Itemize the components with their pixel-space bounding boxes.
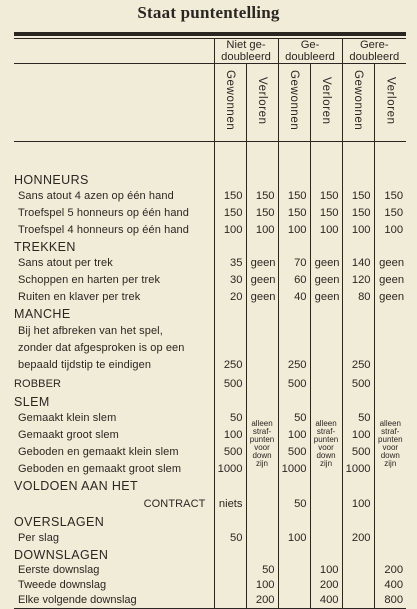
table-row — [14, 222, 406, 239]
section-manche: MANCHE — [14, 307, 71, 321]
cell: 400 — [310, 593, 342, 608]
note-line: voor — [382, 443, 399, 452]
row-label: Sans atout per trek — [18, 257, 113, 269]
note-line: voor — [254, 443, 270, 452]
cell: 100 — [214, 427, 246, 444]
note-line: straf- — [316, 427, 336, 436]
cell — [342, 593, 374, 608]
group-geredoubleerd: Gere- doubleerd — [342, 39, 406, 64]
table-row — [14, 578, 406, 593]
table-row — [14, 530, 406, 547]
cell: 50 — [214, 530, 246, 547]
header-gewonnen: Gewonnen — [288, 70, 301, 131]
cell: 250 — [342, 322, 374, 374]
row-label-line: bepaald tijdstip te eindigen — [18, 359, 152, 371]
cell: geen — [310, 289, 342, 306]
cell: 100 — [310, 563, 342, 578]
table-row — [14, 272, 406, 289]
cell — [246, 374, 278, 394]
cell: 150 — [214, 188, 246, 205]
cell: 200 — [310, 578, 342, 593]
cell — [246, 322, 278, 374]
cell: 100 — [246, 222, 278, 239]
column-sub-header — [14, 64, 406, 142]
row-label: Gemaakt klein slem — [18, 412, 117, 424]
table-row — [14, 461, 406, 478]
table-row — [14, 410, 406, 427]
note-line: punten — [378, 435, 403, 444]
cell: geen — [246, 289, 278, 306]
note-line: alleen — [251, 419, 273, 428]
row-label: Gemaakt groot slem — [18, 429, 119, 441]
cell: 30 — [214, 272, 246, 289]
cell: 500 — [278, 374, 310, 394]
cell: 500 — [278, 444, 310, 461]
slem-note — [374, 410, 406, 478]
cell: 150 — [246, 188, 278, 205]
cell: geen — [310, 255, 342, 272]
row-label: Tweede downslag — [18, 579, 107, 591]
cell: 500 — [342, 444, 374, 461]
cell — [310, 322, 342, 374]
cell: 250 — [278, 322, 310, 374]
cell — [374, 322, 406, 374]
cell — [342, 563, 374, 578]
row-label-line: zonder dat afgesproken is op een — [18, 342, 185, 354]
cell: 100 — [214, 222, 246, 239]
cell: 50 — [278, 494, 310, 514]
cell: niets — [214, 494, 246, 514]
note-line: down — [252, 451, 272, 460]
cell: 500 — [214, 444, 246, 461]
section-contract: CONTRACT — [143, 498, 206, 510]
top-rule-thick — [14, 32, 406, 36]
column-group-header — [14, 39, 406, 64]
cell: geen — [246, 255, 278, 272]
cell: 50 — [342, 410, 374, 427]
row-label — [14, 322, 214, 374]
section-honneurs: HONNEURS — [14, 173, 89, 187]
cell: 1000 — [278, 461, 310, 478]
cell — [342, 578, 374, 593]
table-row — [14, 427, 406, 444]
cell: 150 — [278, 188, 310, 205]
row-label: Geboden en gemaakt groot slem — [18, 463, 182, 475]
cell: 50 — [214, 410, 246, 427]
cell: 150 — [374, 205, 406, 222]
row-label: Geboden en gemaakt klein slem — [18, 446, 179, 458]
cell — [214, 593, 246, 608]
table-row — [14, 563, 406, 578]
cell: 100 — [310, 222, 342, 239]
cell: 500 — [342, 374, 374, 394]
cell: geen — [246, 272, 278, 289]
cell: geen — [374, 255, 406, 272]
cell: 100 — [278, 222, 310, 239]
cell: 200 — [374, 563, 406, 578]
slem-note — [310, 410, 342, 478]
table-row — [14, 289, 406, 306]
note-line: down — [380, 451, 400, 460]
cell: 20 — [214, 289, 246, 306]
slem-note — [246, 410, 278, 478]
table-row — [14, 444, 406, 461]
cell: 150 — [246, 205, 278, 222]
cell: 120 — [342, 272, 374, 289]
note-line: zijn — [320, 459, 333, 468]
cell: 50 — [278, 410, 310, 427]
cell: geen — [374, 272, 406, 289]
row-label: Per slag — [18, 532, 60, 544]
cell: 150 — [214, 205, 246, 222]
note-line: alleen — [315, 419, 337, 428]
cell — [246, 494, 278, 514]
row-label: Schoppen en harten per trek — [18, 274, 161, 286]
cell: 100 — [374, 222, 406, 239]
section-slem: SLEM — [14, 395, 50, 409]
cell: geen — [310, 272, 342, 289]
cell: 40 — [278, 289, 310, 306]
group-gedoubleerd: Ge- doubleerd — [278, 39, 342, 64]
cell — [374, 530, 406, 547]
table-row — [14, 255, 406, 272]
cell: 100 — [342, 427, 374, 444]
cell: 100 — [278, 427, 310, 444]
cell: 1000 — [214, 461, 246, 478]
row-label: Eerste downslag — [18, 564, 100, 576]
section-trekken: TREKKEN — [14, 240, 76, 254]
group-niet-gedoubleerd: Niet ge- doubleerd — [214, 39, 278, 64]
cell: 80 — [342, 289, 374, 306]
cell: 500 — [214, 374, 246, 394]
cell — [310, 374, 342, 394]
cell: 150 — [342, 205, 374, 222]
note-line: zijn — [384, 459, 397, 468]
header-verloren: Verloren — [320, 76, 333, 125]
table-row — [14, 494, 406, 514]
note-line: punten — [249, 435, 275, 444]
cell: 800 — [374, 593, 406, 608]
cell: 100 — [342, 494, 374, 514]
note-line: alleen — [379, 419, 401, 428]
cell: 100 — [246, 578, 278, 593]
table-row — [14, 188, 406, 205]
row-label: Elke volgende downslag — [18, 594, 137, 606]
cell — [214, 578, 246, 593]
header-verloren: Verloren — [384, 76, 397, 125]
section-robber: ROBBER — [14, 378, 62, 390]
row-label-line: Bij het afbreken van het spel, — [18, 325, 163, 337]
header-verloren: Verloren — [256, 76, 268, 125]
cell — [278, 563, 310, 578]
row-label: Troefspel 4 honneurs op één hand — [18, 224, 189, 236]
cell — [310, 530, 342, 547]
cell: 200 — [342, 530, 374, 547]
score-table — [14, 39, 406, 609]
cell: 150 — [342, 188, 374, 205]
table-row — [14, 205, 406, 222]
cell — [374, 374, 406, 394]
cell: 150 — [310, 205, 342, 222]
table-row — [14, 593, 406, 608]
note-line: straf- — [252, 427, 272, 436]
cell — [214, 563, 246, 578]
cell: 100 — [278, 530, 310, 547]
cell: 400 — [374, 578, 406, 593]
cell: 50 — [246, 563, 278, 578]
cell — [310, 494, 342, 514]
table-row — [14, 374, 406, 394]
cell: 150 — [310, 188, 342, 205]
cell — [246, 530, 278, 547]
cell — [278, 578, 310, 593]
header-gewonnen: Gewonnen — [352, 70, 365, 131]
note-line: zijn — [256, 459, 269, 468]
cell: 60 — [278, 272, 310, 289]
cell: 140 — [342, 255, 374, 272]
cell: geen — [374, 289, 406, 306]
cell: 35 — [214, 255, 246, 272]
cell: 100 — [342, 222, 374, 239]
note-line: down — [316, 451, 336, 460]
page-title: Staat puntentelling — [137, 3, 280, 22]
note-line: straf- — [381, 427, 400, 436]
cell: 200 — [246, 593, 278, 608]
row-label: Troefspel 5 honneurs op één hand — [18, 207, 189, 219]
cell: 1000 — [342, 461, 374, 478]
cell: 250 — [214, 322, 246, 374]
note-line: punten — [313, 435, 339, 444]
section-voldoen: VOLDOEN AAN HET — [14, 479, 139, 493]
row-label: Sans atout 4 azen op één hand — [18, 190, 174, 202]
cell — [278, 593, 310, 608]
note-line: voor — [318, 443, 334, 452]
cell: 70 — [278, 255, 310, 272]
section-downslagen: DOWNSLAGEN — [14, 548, 109, 562]
header-gewonnen: Gewonnen — [224, 70, 236, 131]
table-row — [14, 322, 406, 374]
cell — [374, 494, 406, 514]
cell: 150 — [278, 205, 310, 222]
row-label: Ruiten en klaver per trek — [18, 291, 141, 303]
section-overslagen: OVERSLAGEN — [14, 515, 105, 529]
cell: 150 — [374, 188, 406, 205]
